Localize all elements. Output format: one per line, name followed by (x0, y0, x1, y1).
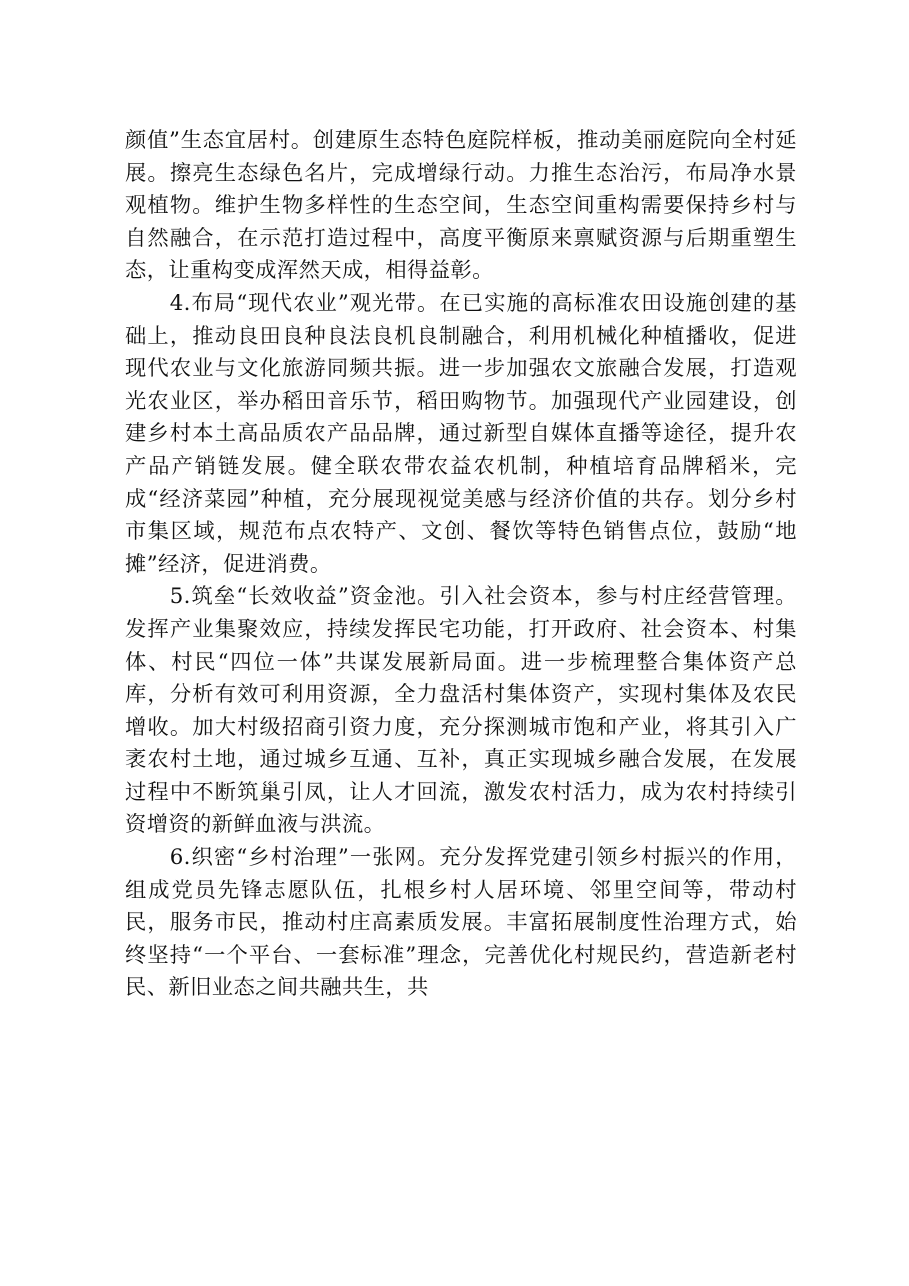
paragraph-6-rural-governance: 6.织密“乡村治理”一张网。充分发挥党建引领乡村振兴的作用，组成党员先锋志愿队伍，扎根乡村人居环境、邻里空间等，带动村民，服务市民，推动村庄高素质发展。丰富拓展制度性治理方式，始终坚持“一个平台、一套标准”理念，完善优化村规民约，营造新老村民、新旧业态之间共融共生，共 (125, 845, 797, 1001)
paragraph-continued: 颜值”生态宜居村。创建原生态特色庭院样板，推动美丽庭院向全村延展。擦亮生态绿色名片，完成增绿行动。力推生态治污，布局净水景观植物。维护生物多样性的生态空间，生态空间重构需要保持乡村与自然融合，在示范打造过程中，高度平衡原来禀赋资源与后期重塑生态，让重构变成浑然天成，相得益彰。 (125, 128, 797, 284)
paragraph-5-capital-pool: 5.筑垒“长效收益”资金池。引入社会资本，参与村庄经营管理。发挥产业集聚效应，持续发挥民宅功能，打开政府、社会资本、村集体、村民“四位一体”共谋发展新局面。进一步梳理整合集体资产总库，分析有效可利用资源，全力盘活村集体资产，实现村集体及农民增收。加大村级招商引资力度，充分探测城市饱和产业，将其引入广袤农村土地，通过城乡互通、互补，真正实现城乡融合发展，在发展过程中不断筑巢引凤，让人才回流，激发农村活力，成为农村持续引资增资的新鲜血液与洪流。 (125, 584, 797, 838)
document-body (125, 125, 797, 1005)
paragraph-4-modern-agriculture: 4.布局“现代农业”观光带。在已实施的高标准农田设施创建的基础上，推动良田良种良法良机良制融合，利用机械化种植播收，促进现代农业与文化旅游同频共振。进一步加强农文旅融合发展，打造观光农业区，举办稻田音乐节，稻田购物节。加强现代产业园建设，创建乡村本土高品质农产品品牌，通过新型自媒体直播等途径，提升农产品产销链发展。健全联农带农益农机制，种植培育品牌稻米，完成“经济菜园”种植，充分展现视觉美感与经济价值的共存。划分乡村市集区域，规范布点农特产、文创、餐饮等特色销售点位，鼓励“地摊”经济，促进消费。 (125, 290, 797, 577)
